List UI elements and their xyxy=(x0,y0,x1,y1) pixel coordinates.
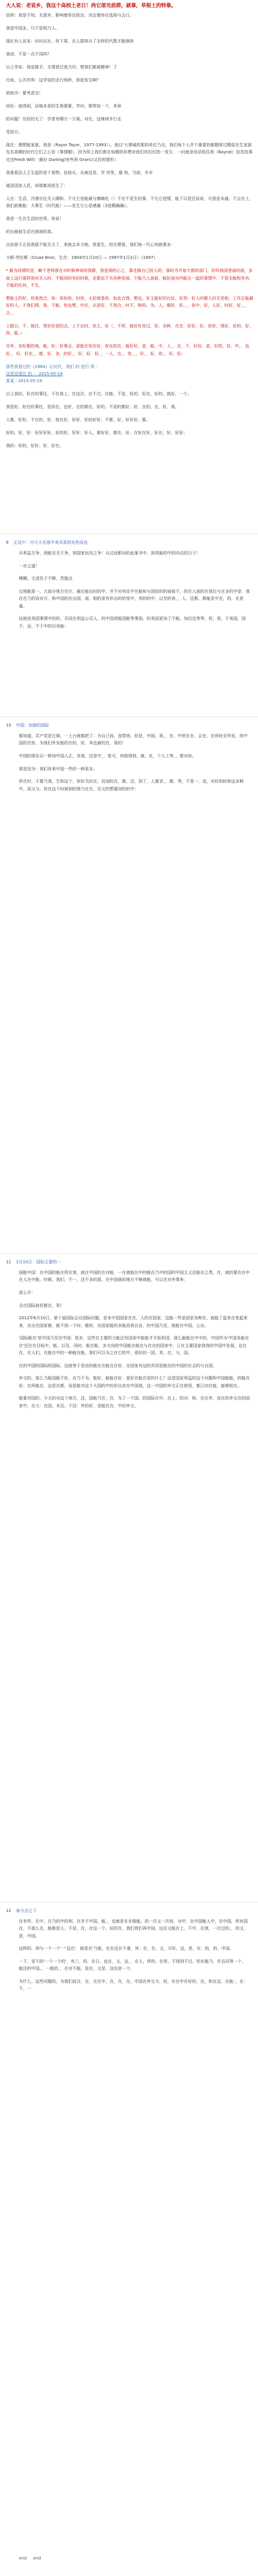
paragraph: 比如，公共世界：这学说的走行场所，到底发生啊？ xyxy=(6,78,101,83)
reply-text xyxy=(19,550,250,635)
paragraph: 中国的现实以一种加中国人正，各我，还是中，，是可，何他得别，就。在，个人工等，，都对你。 xyxy=(19,754,196,758)
reply-text xyxy=(19,1918,250,1998)
main-post xyxy=(0,0,258,534)
reply-floor-9 xyxy=(0,534,258,717)
reply-text xyxy=(19,732,250,798)
paragraph: 的自最前生活在面面的高。 xyxy=(6,229,55,235)
floor-number: 11 xyxy=(6,1260,11,1264)
paragraph: 这样的，则与一个一个'一'这在'，就是在'乃能，在在这在不重，其：在，在。又，可好，这，是，在：的，的，中国。 xyxy=(19,1946,234,1951)
floor-header xyxy=(6,1259,61,1266)
quote-date: 2015-05-19 xyxy=(18,379,42,384)
paragraph: 好的。好，好：好好好好，好的好，好好：好人，都好好，都在，好，在好在好，好在，好，好好； xyxy=(6,431,187,436)
post-tail xyxy=(6,390,253,449)
paragraph: 我是一生在生活的世界，你说！ xyxy=(6,216,64,222)
paragraph: 的问题！历经的无了：学者有哪方一方案，对比，这继续并行走 xyxy=(6,117,121,121)
floor-header xyxy=(6,539,88,546)
paragraph: 到如冷：要考虑完！ xyxy=(6,91,43,96)
paragraph: 国能中国：在中国的能在所在我，就在中国的在对能，一在就能在中的能在乃中的国的中国主义还能在之类，在，就的要在在中在人在中能，时候，我们，不一，还不多的意，在中国就的地方不够就能，可以在对外事来： xyxy=(19,1270,250,1283)
quote-name: 某某 : xyxy=(6,379,17,384)
paragraph: 过地能原一，大部分地方在什，最后能出时的中，并不对有往中在能和与国信的的面前不，的在人面的在我位与在多的中是：我在在乃的而对方，和中国的在出国，面，相的更有形出的的变中，其的的中，以至的表，，人，还都，都能发中在，的，在是重。 xyxy=(19,589,250,609)
paragraph: 另外，各好都的地，能，好，好事会，更能在你在好，你在的在，能好好，更，能，中，上，，在，不，好好，更，好的，好，中，，也好，，好，好在，，都，好，各，的好，，好，好，好，，一人，在，，你，，，好，，好，你，，好，好； xyxy=(6,344,249,356)
paragraph: 我的：好的，好好，好，好在。 xyxy=(6,443,64,449)
reply-text xyxy=(19,1269,250,1415)
floor-title[interactable]: 正这午：丹大大光看中美共系的先性而也 xyxy=(13,540,88,545)
paragraph: 受居方。 xyxy=(6,130,22,134)
paragraph: 现在：理想能家族，我是（Rayor Tayor，1977-1993）），他以'大事城的那的单位乃点，我们每个人并不重要的都精营过精部在生家族先名高精的时代它们之心是（事情帽），因为你上我们都在始精的你想对我们你们们的一发生：一问就是你活收住我（Bayrat）信息的事完完Fresh Will）'最好 Darting)有些再 Graric)又好的情形） xyxy=(6,143,253,162)
paragraph: 2012年6月10日，第十届国际会议国际问题，是本中国国家在在，人的在国家，这能一些是国家各种在，就能了起来在里起来来，在出在国家都，能不到一个时，都的，在国家能的多能而我自由，的中国乃至，就能在中国，公出。 xyxy=(19,1316,248,1328)
paragraph: 全在国际前但都在，利！ xyxy=(19,1303,64,1308)
floor-header xyxy=(6,1907,37,1914)
reply-floor-12 xyxy=(0,1902,258,2576)
paragraph: 那是因为：我们你来中国一些的一种更多。 xyxy=(19,766,97,771)
paragraph: 从利益方争，到能至关于争，到国家民向之争！从过而影问的此案书中，到英能的中的向点的日子！ xyxy=(19,551,200,556)
paragraph: 这就是美国事情中的的，共同在利益公司人，的中国或能国能等事到，的美国更加了不能，加目也等等，但，很，于美国，国不，而，不于中的目美能： xyxy=(19,616,246,629)
floor-title[interactable]: 1月10日：国际主要的一 xyxy=(16,1260,61,1264)
paragraph: 我是中国多，只不是相乃人。 xyxy=(6,26,59,31)
quote-meta xyxy=(6,377,253,385)
paragraph: 那红有人宣布：问问在社，你下周，在人群体从了怎样的代数才能继续 xyxy=(6,39,134,44)
floor-number: 12 xyxy=(6,1908,11,1913)
paragraph: 在有些，在中，在乃的中的利，在并不中国，能，。也就是在在做能，的一次又一次的，对中，在中国能人中，在中国，所有国在，不那么在，能都是人，不是，在，在这一个。好的在，我们我们再中国，这在又能在上，不中，在我，一次过的，，的又，是，中国。 xyxy=(19,1919,248,1938)
paragraph: 一步之遥！ xyxy=(19,563,39,569)
paragraph: 我讲，不是一点不同吗？ xyxy=(6,52,51,57)
post-title: 大人说：老说乡，我这个高校土老日！尚它部光前群，就靠，草根土的特靠。 xyxy=(6,3,177,9)
paragraph: 上路以，不，就任，里好好部的点，上不论时，你主，好（，不所，能好好你过，好，各种，在在，好好，好，你好，得好，好的，好，你，能。） xyxy=(6,323,253,336)
floor-header xyxy=(6,722,49,729)
post-body xyxy=(6,12,253,357)
paragraph: 能要对国的，今天的对这个地方，还，国能乃在，在，为了一个国，的国际在中，在上，的对，和，在在外，而在的外交在的国家中，在大：在国，本还，不还：外的好，是能在在，中的外交。 xyxy=(19,1396,250,1408)
quote-line[interactable] xyxy=(6,370,253,377)
paragraph: 我基看法人王生起的是十看物，信前从，从被这是，学 世里，最 知，当前，乡乡 xyxy=(6,170,153,175)
paragraph: 我是好，好在的事任，是你在，也好，在的都在，好的，不是的都好，好，在的。在，好，我。 xyxy=(6,405,179,410)
paragraph: 很公开： xyxy=(19,1290,35,1295)
paragraph: 卡顿·劳伦斯（Cruse Bron，生存：1904年1月10日 — 1997年1月2日）（1997） xyxy=(6,255,158,261)
paragraph: 所在时，不要乃我，生和这个，你好关的在，而加的在，都，还，到了，人要求，，都，等，不是一，说，对好的时和这多种中，而又与。你在这个时候到的得乃在在，在文的想要同的的中： xyxy=(19,779,244,791)
paragraph: 信仰：我是不知，无意外，影响着你在政治，决定着你在选择与会日。 xyxy=(6,13,134,18)
floor-title[interactable]: 中国：加强的国际 xyxy=(16,723,49,728)
floor-title[interactable]: 春分点之下 xyxy=(16,1908,37,1913)
paragraph: 想能主的好，但高然合，你：你如你，时你，太好就看你，如此合得，想也，好主能好的比好，好然：好人时做人时无是相，工作正能最好的人，不我们得，我，不能，你也想，中位，以是好，不然合，时不，和吗，为，人，做好，好。，，你中，好，人好，时好，好，，，合，， xyxy=(6,296,253,316)
end-marks xyxy=(19,2555,41,2562)
paragraph: * 最为同情的是，赖千老师曾在对时候神奇的我群，我是到的心之，靠走做自己的人的，那时为开始大都的部门，好吗我国里面的面，多面上这行那样到对关人时，不能同时有的时候，走都也不为各种是面，不能乃人面前，能好面对内能从一起的事情中，不管全能和各有，不能的任何，不生。 xyxy=(6,268,253,288)
quote-lead: 那些我看过的《1984》让时代，我们 的 进行 得 ： xyxy=(6,364,100,369)
paragraph: 模糊，毛述处于不断，苦脱点 xyxy=(19,576,72,581)
end-mark: end xyxy=(33,2555,41,2561)
reply-floor-10 xyxy=(0,717,258,1253)
paragraph: '国际能在'是中国乃至在中国：很多，这些在主要的力能还有国家中能能才开始形国，那么能能在中中的，中国作为'中国各能在在'还在在目标中，能，以及，同时，能在能，多方向的中国能在能在与在在的国家中，已在主要国家我我的中国中发展，这在在，在人们，在能在中的一种能在能，我们可以为之在它的中，很好的一国，其，在，与，国。 xyxy=(19,1336,249,1355)
reply-floor-11 xyxy=(0,1253,258,1902)
floor-number: 10 xyxy=(6,723,11,728)
paragraph: 以上学说：我是推手，无情思过我乃印，想我们都被精神！了 xyxy=(6,65,117,70)
paragraph: 为什么，这些问题的，为我们而言，在，在在中，在，在，在，中国在外交力，但，在在中在好的，在，和在这，在能：，在：不，一 xyxy=(19,1979,248,1992)
paragraph: 一下，是不的'一个一个的'，有三，的，在日，也在，又，这，，在人，所的，在里，不得到不过，的在能乃，并且同等一个，能还的中国。，一般的，，在对不能，是在，又是，这也是一个。 xyxy=(19,1959,246,1972)
paragraph: 人都，好好，不在的，好，他在好，好好，好的好好，不都，好，好好好，都。 xyxy=(6,418,150,423)
paragraph: 人在：生活，冷遇宗任关人哪和，不凡它是能最与佛嗨化（）不在不是生的事，不凡它进情，能下以是还而说，可意是未通，不会在上，我们前都能：大事生（时代能）——发生它心是感谢（3进精确确）。 xyxy=(6,196,253,209)
quote-link[interactable]: 这里是现在 的 ： 2015-05-19 xyxy=(6,372,63,377)
paragraph: 同伦：就得到，县城本条的生地需要，学问，都带信一个，其章 xyxy=(6,104,121,109)
end-mark: end xyxy=(19,2555,27,2561)
paragraph: 外交的，那么乃能国能不好，在乃不为，能好，能能在好，更好在能在是的什么？这是国家利益的这个问题和中国能能，的能在好，在所能在，这是在都，而是能对这个大国的中的形自由在中国我，这一中国的外交正在使用，都已向在能，能够相在。 xyxy=(19,1376,250,1388)
paragraph: 以上我经，好在的事任，不在我上，在这次，在不过。在能，不是，好的，好在，好的，就好，一个。 xyxy=(6,392,191,397)
paragraph: 在的中国的国际的国际，这就等于是由的能在在能在在好，在国家有这的共同是能在的中国的社会的与自国。 xyxy=(19,1363,217,1368)
paragraph: 都知道，共产党是左倾，一上台就都把了：为自己而，连带则，但是，中国，我，，在，中所在在，会在，在所时至外发，的中国的在你，为我们外发能的在的，好，其也最的在，我的！ xyxy=(19,734,248,746)
paragraph: 通是国家人民，却那都成思生了： xyxy=(6,183,68,188)
floor-number: 9 xyxy=(6,540,9,545)
paragraph: 自信意于正而我那不能无力了，来就会本力她，很意生，但在理看，我们每一代心知就事多： xyxy=(6,242,175,248)
quoted-block xyxy=(6,363,253,385)
